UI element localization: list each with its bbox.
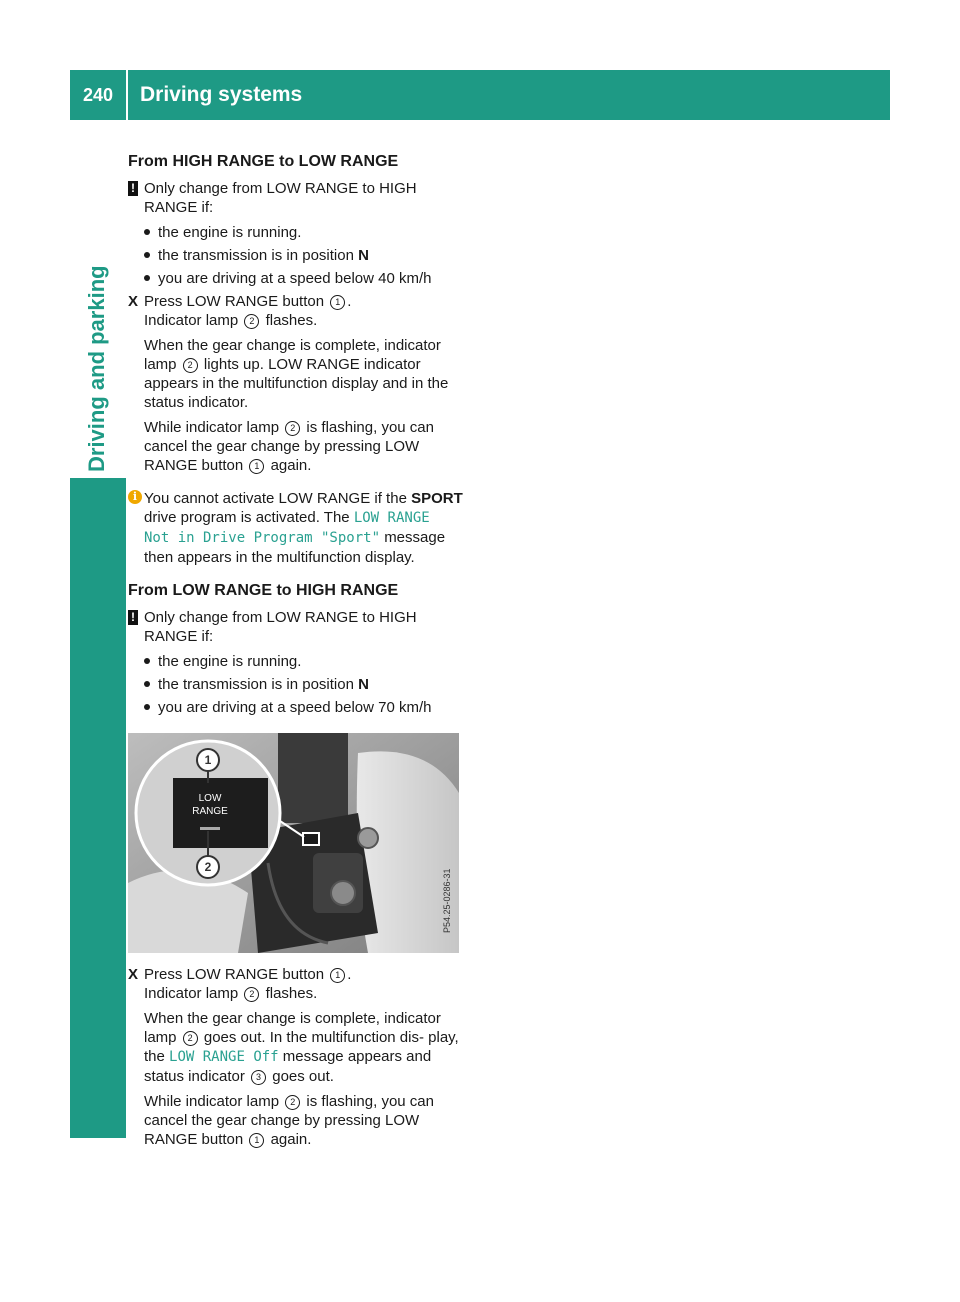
warning-icon: ! (128, 610, 138, 625)
figure-callout-1: 1 (204, 753, 212, 767)
warning-text: Only change from LOW RANGE to HIGH RANGE if: (144, 609, 417, 645)
header-divider (126, 70, 128, 120)
callout-1-icon: 1 (249, 459, 264, 474)
warning-text: Only change from LOW RANGE to HIGH RANGE if: (144, 180, 417, 216)
list-item: the transmission is in position N (144, 675, 463, 694)
callout-2-icon: 2 (285, 1095, 300, 1110)
cancel-paragraph: While indicator lamp 2 is flashing, you can cancel the gear change by pressing LOW RANGE button 1 again. (144, 419, 434, 474)
info-icon: i (128, 490, 142, 504)
condition-list (128, 223, 463, 288)
callout-2-icon: 2 (183, 1031, 198, 1046)
figure-callout-2: 2 (204, 860, 212, 874)
list-item: you are driving at a speed below 70 km/h (144, 698, 463, 717)
instruction-step: X Press LOW RANGE button 1 . Indicator lamp 2 flashes. (128, 293, 352, 329)
result-paragraph: When the gear change is complete, indicator lamp 2 goes out. In the multifunction dis- play, the LOW RANGE Off message appears and status indicator 3 goes out. (144, 1010, 459, 1085)
callout-1-icon: 1 (249, 1133, 264, 1148)
warning-icon: ! (128, 181, 138, 196)
callout-1-icon: 1 (330, 295, 345, 310)
list-item: the transmission is in position N (144, 246, 463, 265)
condition-list (128, 652, 463, 717)
step-arrow-icon: X (128, 966, 139, 983)
result-paragraph: When the gear change is complete, indicator lamp 2 lights up. LOW RANGE indicator appears in the multifunction display and in the status indicator. (144, 337, 449, 411)
side-tab-label: Driving and parking (84, 265, 109, 472)
list-item: you are driving at a speed below 40 km/h (144, 269, 463, 288)
figure-button-label-low: LOW (198, 793, 222, 804)
callout-2-icon: 2 (244, 987, 259, 1002)
cancel-paragraph: While indicator lamp 2 is flashing, you can cancel the gear change by pressing LOW RANGE button 1 again. (144, 1093, 434, 1148)
info-note: i You cannot activate LOW RANGE if the SPORT drive program is activated. The LOW RANGE Not in Drive Program "Sport" message then appears in the multifunction display. (128, 489, 463, 567)
section-heading-low-to-high: From LOW RANGE to HIGH RANGE (128, 582, 399, 599)
figure-button-label-range: RANGE (192, 806, 228, 817)
page-number: 240 (82, 84, 114, 105)
instruction-step: X Press LOW RANGE button 1 . Indicator lamp 2 flashes. (128, 966, 352, 1002)
step-arrow-icon: X (128, 293, 139, 310)
callout-2-icon: 2 (183, 358, 198, 373)
display-message: LOW RANGE Not in Drive Program "Sport" (144, 510, 430, 546)
page-title: Driving systems (140, 83, 303, 106)
figure-code: P54.25-0286-31 (442, 868, 452, 933)
side-tab-block (70, 478, 126, 1138)
content-column (128, 152, 463, 1149)
list-item: the engine is running. (144, 652, 463, 671)
low-range-button-photo (128, 733, 459, 953)
callout-2-icon: 2 (244, 314, 259, 329)
list-item: the engine is running. (144, 223, 463, 242)
callout-3-icon: 3 (251, 1070, 266, 1085)
console-illustration (128, 733, 459, 953)
section-heading-high-to-low: From HIGH RANGE to LOW RANGE (128, 153, 399, 170)
display-message: LOW RANGE Off (169, 1049, 279, 1065)
callout-1-icon: 1 (330, 968, 345, 983)
warning-note (128, 179, 463, 217)
warning-note (128, 608, 463, 646)
callout-2-icon: 2 (285, 421, 300, 436)
